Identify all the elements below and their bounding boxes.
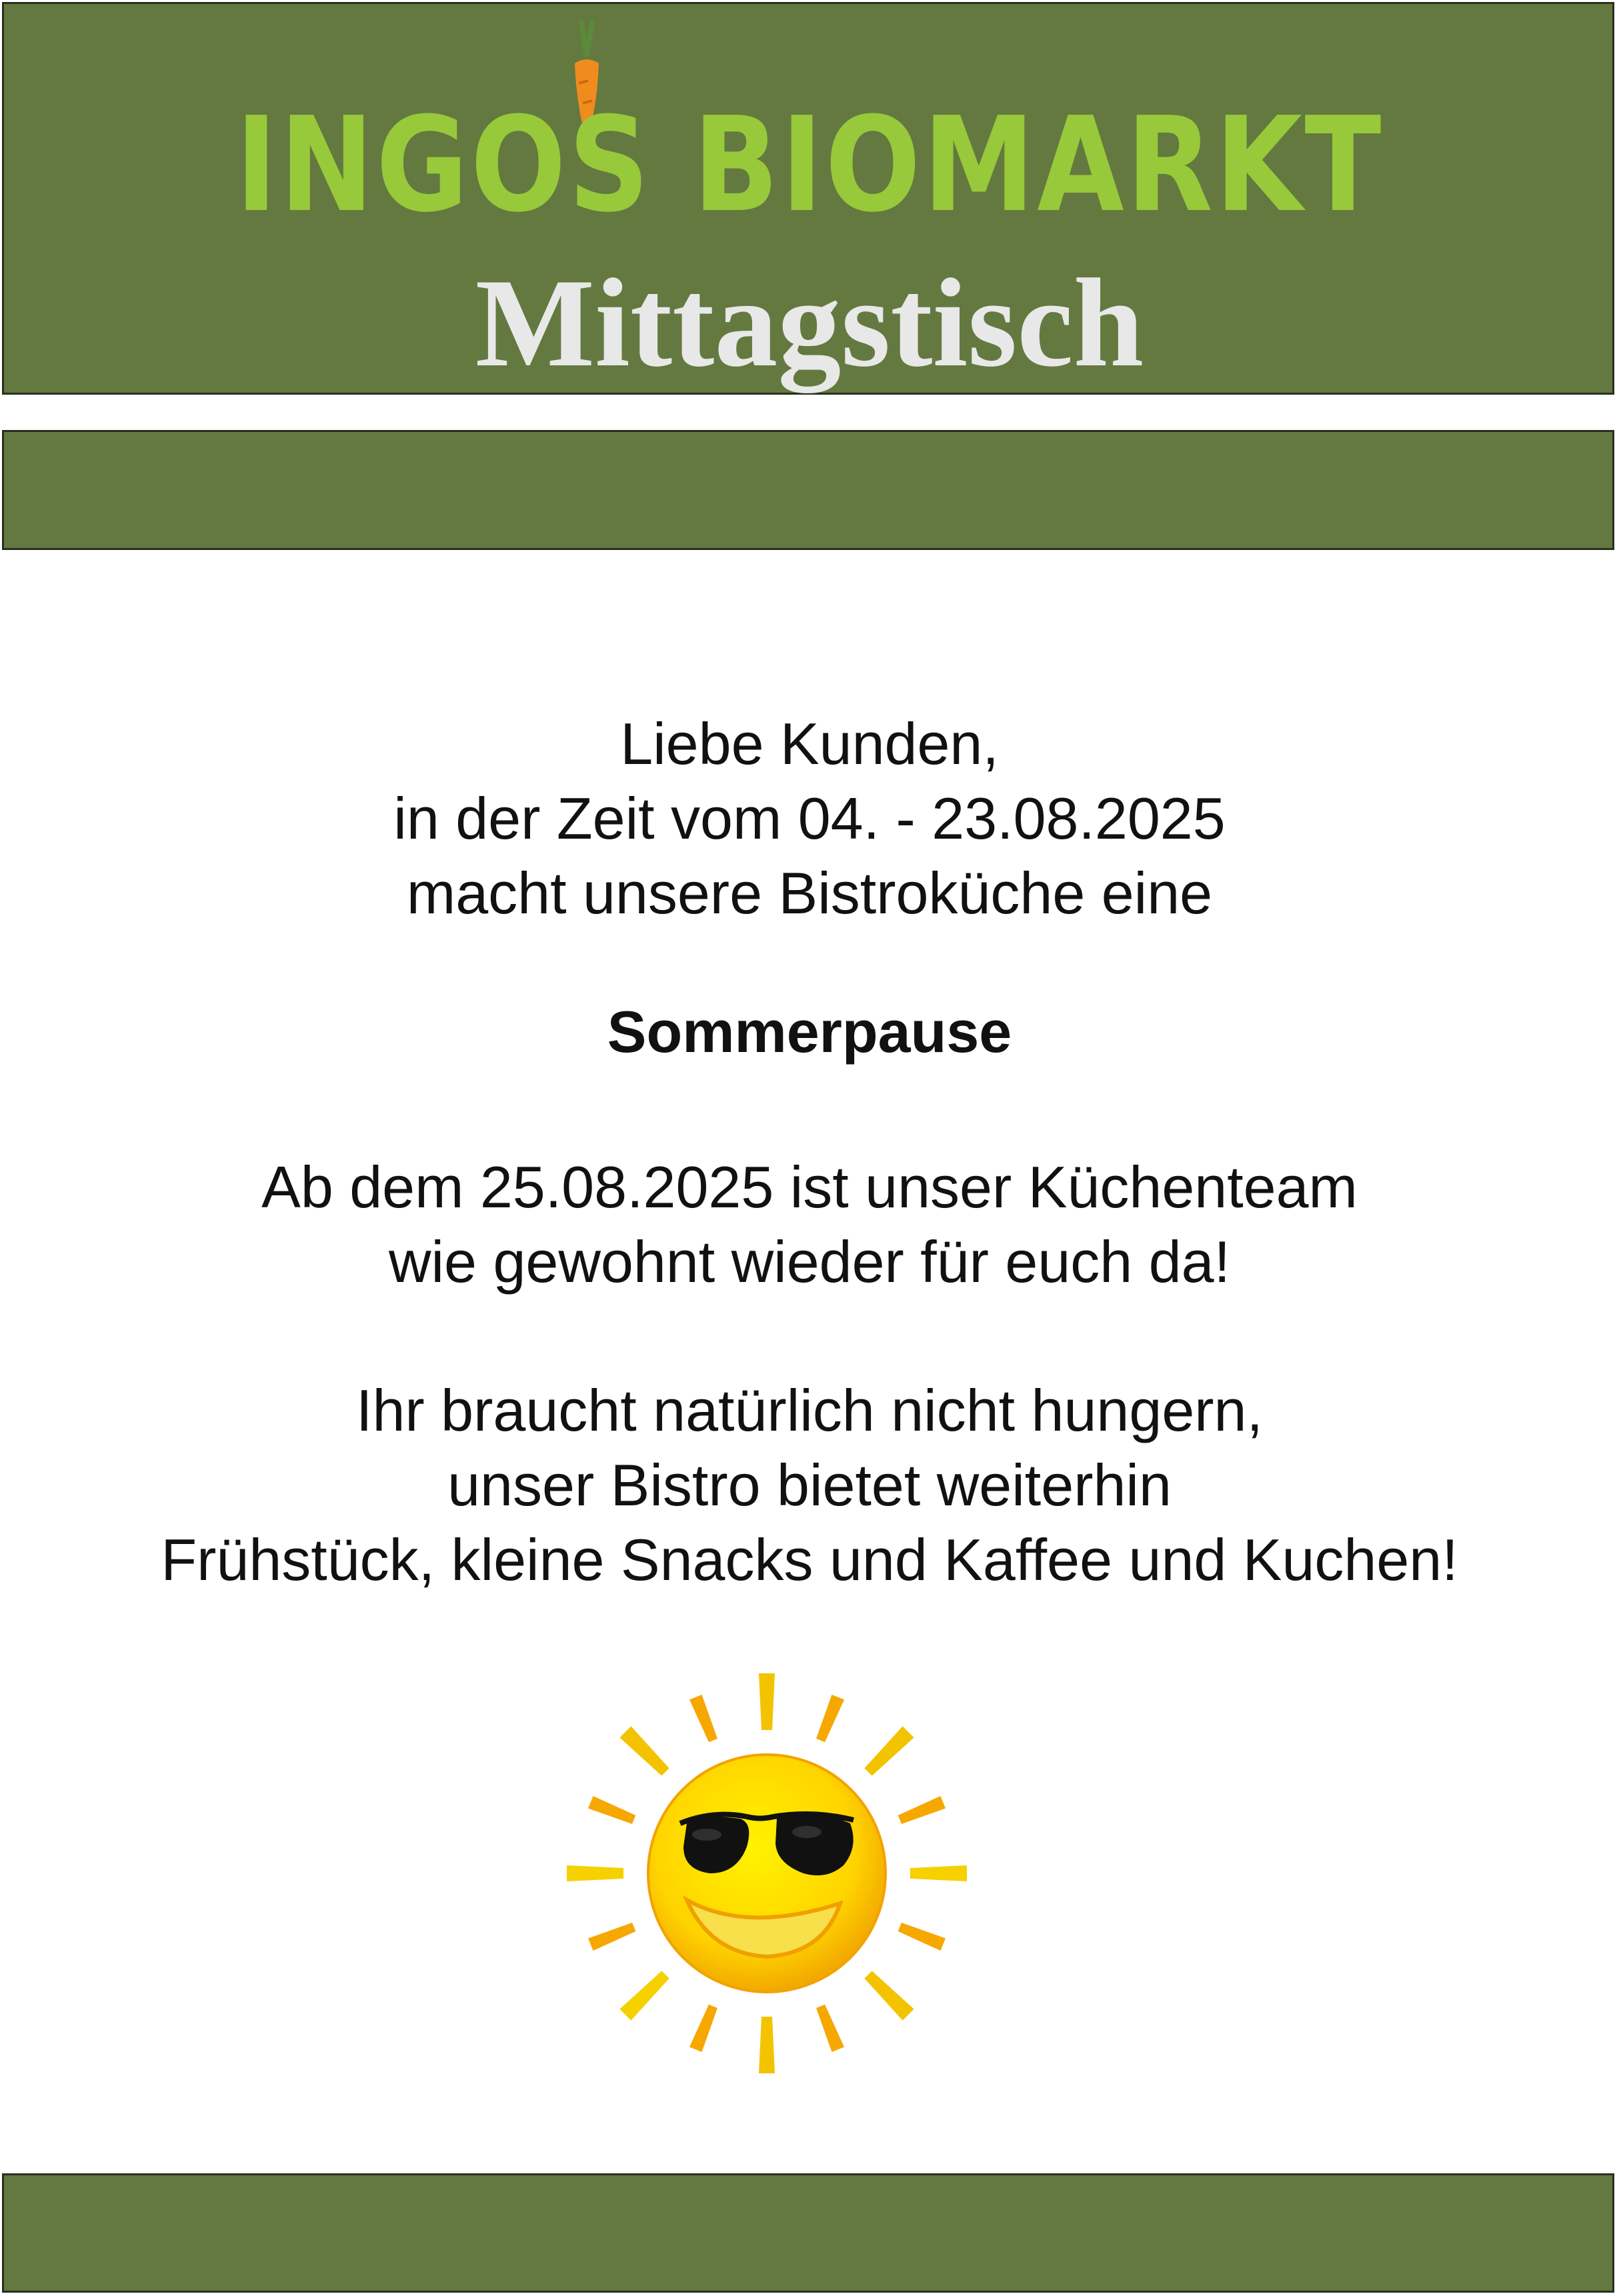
brand-logo-text: INGOS BIOMARKT — [235, 89, 1384, 241]
page-title: Mittagstisch — [475, 253, 1144, 393]
highlight-text: Sommerpause — [607, 999, 1012, 1065]
notice-line: macht unsere Bistroküche eine — [406, 860, 1213, 926]
notice-line: unser Bistro bietet weiterhin — [447, 1452, 1172, 1518]
highlight-paragraph — [0, 995, 1619, 1069]
notice-line: Liebe Kunden, — [620, 711, 999, 777]
divider-banner — [2, 430, 1614, 550]
sun-with-sunglasses-icon — [547, 1653, 1000, 2107]
notice-line: Ihr braucht natürlich nicht hungern, — [356, 1377, 1263, 1443]
greeting-paragraph — [0, 707, 1619, 931]
notice-line: Frühstück, kleine Snacks und Kaffee und Kuchen! — [161, 1527, 1458, 1593]
footer-banner — [2, 2173, 1614, 2293]
notice-line: wie gewohnt wieder für euch da! — [388, 1229, 1231, 1295]
notice-line: in der Zeit vom 04. - 23.08.2025 — [393, 785, 1226, 851]
return-paragraph — [0, 1150, 1619, 1299]
offer-paragraph — [0, 1373, 1619, 1597]
notice-line: Ab dem 25.08.2025 ist unser Küchenteam — [261, 1154, 1358, 1220]
